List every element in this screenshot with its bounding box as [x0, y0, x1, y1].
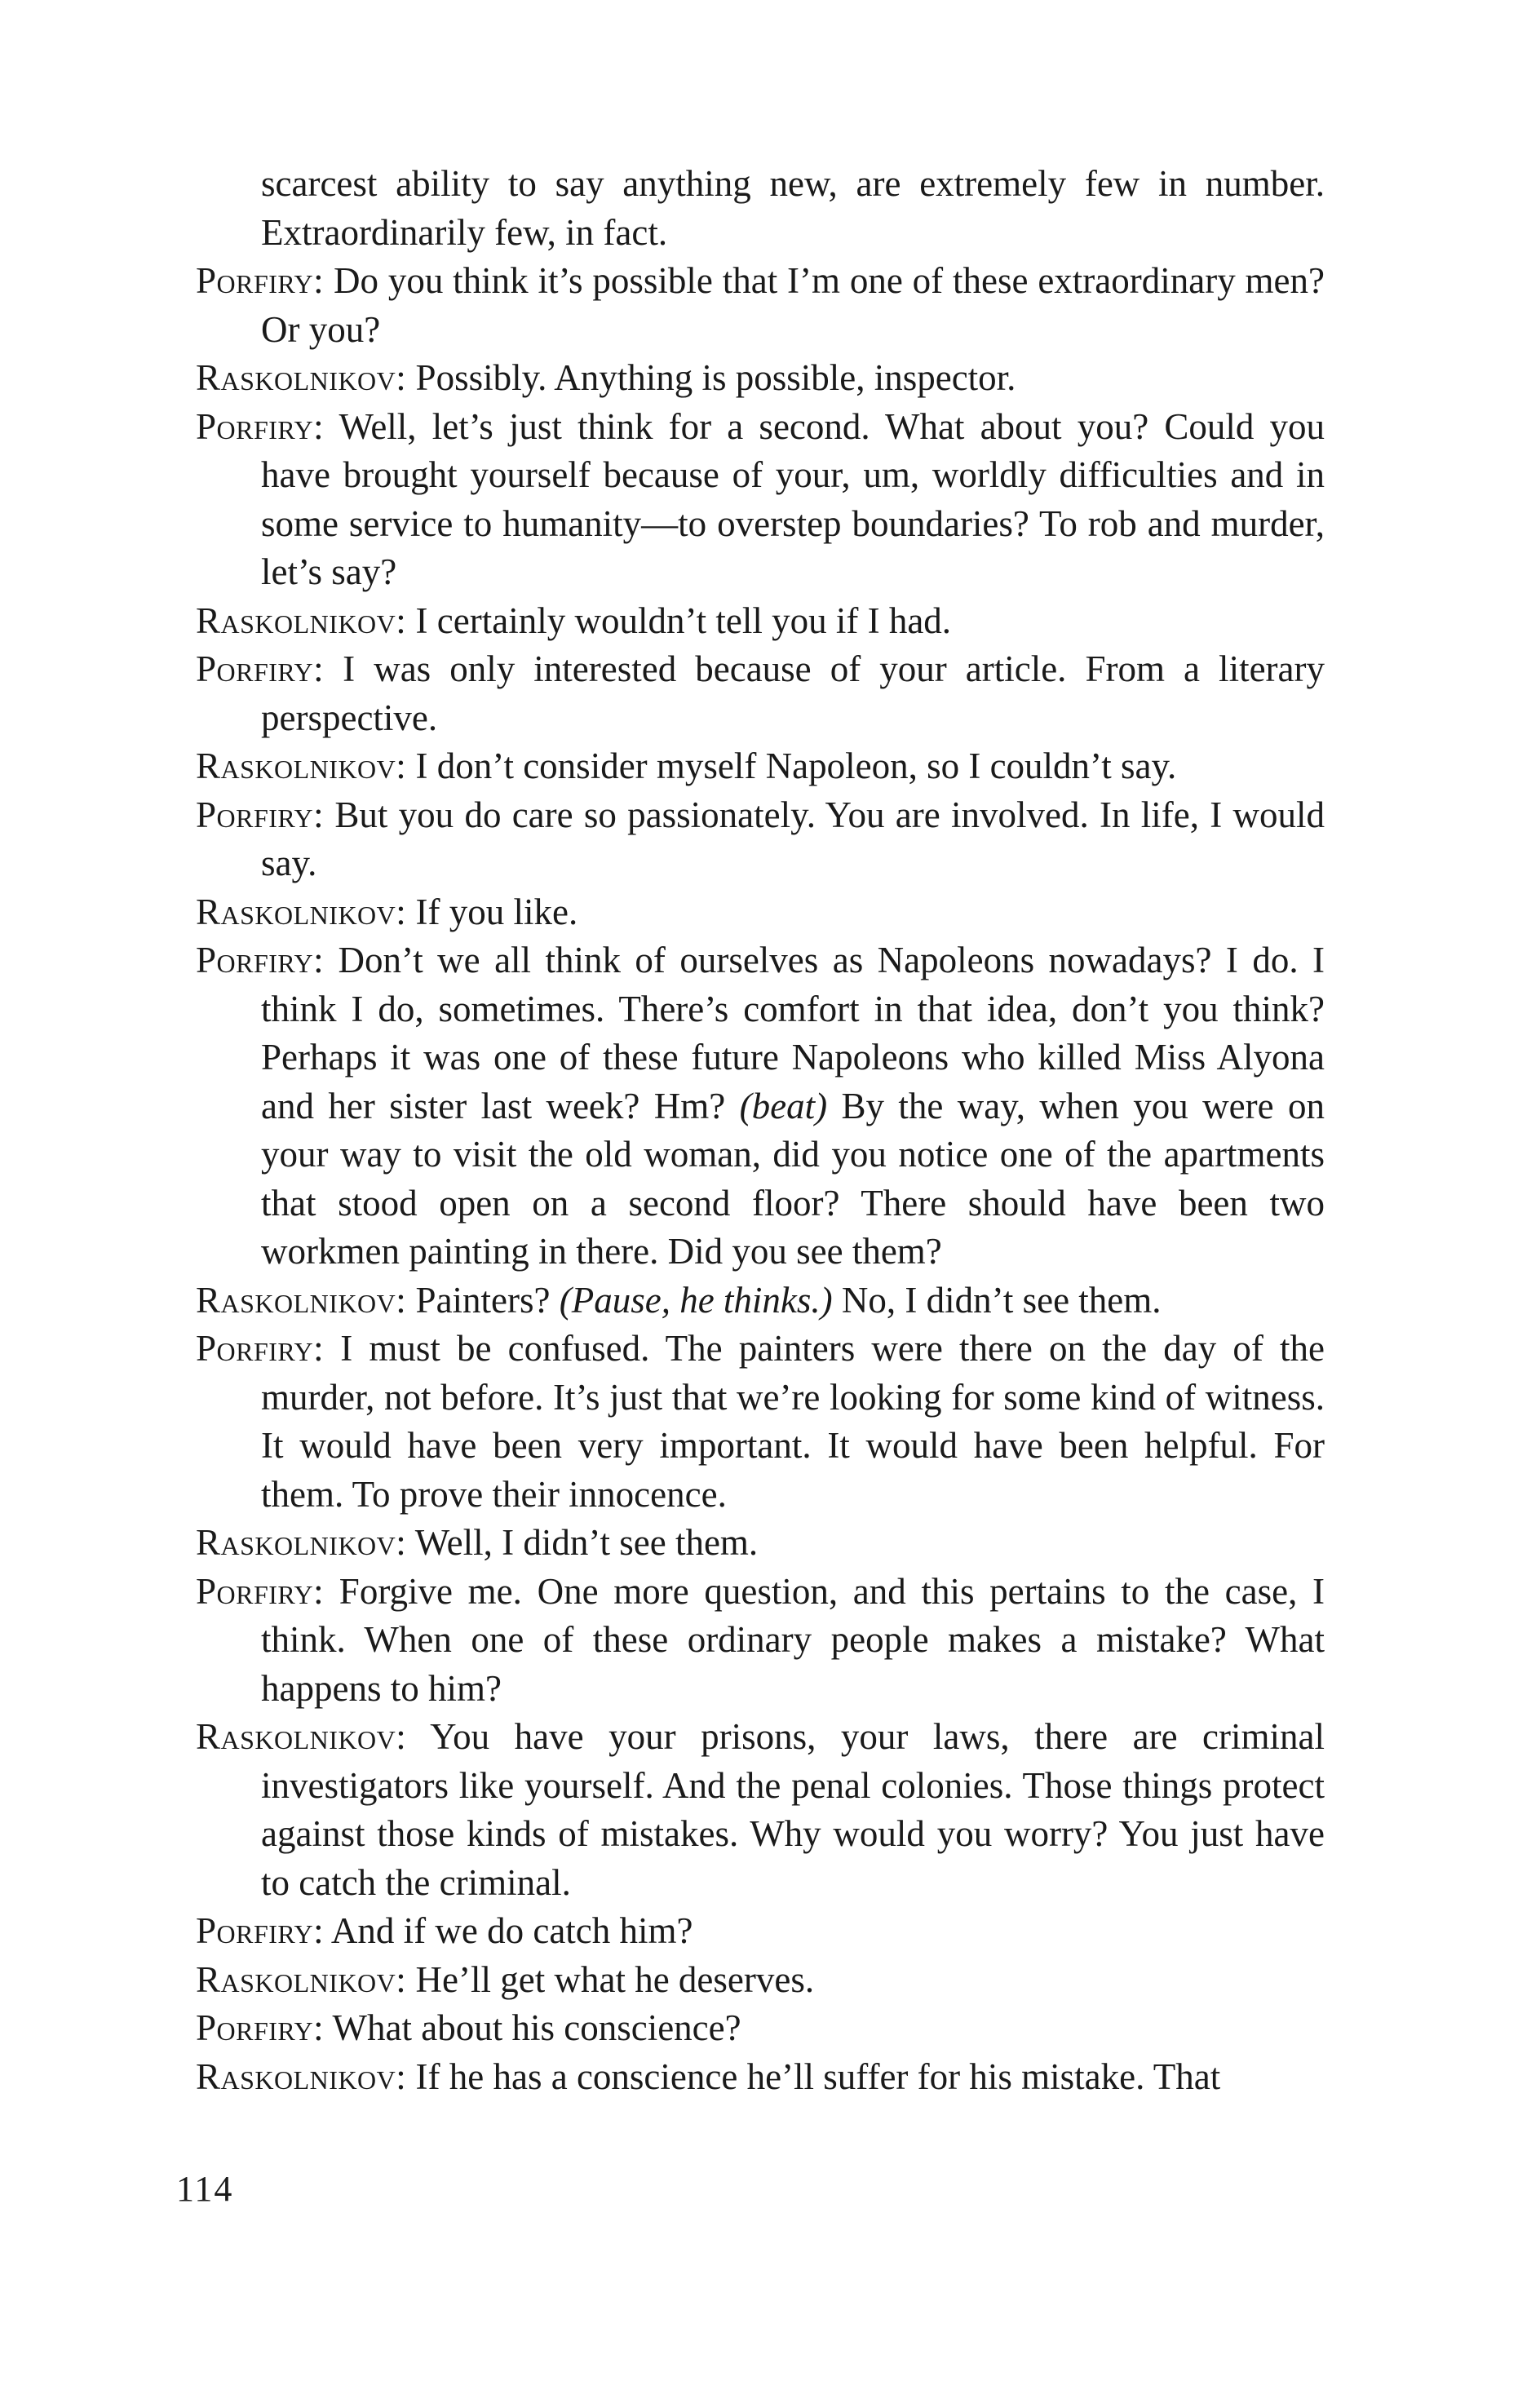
- speech-text: I certainly wouldn’t tell you if I had.: [406, 600, 952, 641]
- speaker-name: Porfiry:: [196, 1570, 325, 1612]
- speech-text: By the way, when you were on your way to visit the old woman, did you notice one of the apartments that stood open on a second floor? There should have been two workmen painting in there. Did you see them?: [261, 1085, 1325, 1272]
- speaker-name: Raskolnikov:: [196, 1716, 407, 1757]
- speech-text: Do you think it’s possible that I’m one of these extraordinary men? Or you?: [261, 260, 1325, 350]
- speech-text: And if we do catch him?: [324, 1910, 693, 1951]
- speech-text: scarcest ability to say anything new, are extremely few in number. Extraordinarily few, in fact.: [261, 163, 1325, 253]
- dialogue-line: [196, 742, 1325, 791]
- continued-speech: [196, 160, 1325, 257]
- speech-text: He’ll get what he deserves.: [406, 1958, 815, 2000]
- speech-text: Possibly. Anything is possible, inspector.: [406, 357, 1016, 398]
- speaker-name: Raskolnikov:: [196, 1958, 407, 2000]
- dialogue-line: [196, 2004, 1325, 2053]
- dialogue-line: [196, 1907, 1325, 1956]
- speaker-name: Raskolnikov:: [196, 2055, 407, 2097]
- dialogue-line: [196, 403, 1325, 597]
- dialogue-line: [196, 1325, 1325, 1519]
- speaker-name: Raskolnikov:: [196, 891, 407, 932]
- speaker-name: Porfiry:: [196, 260, 325, 301]
- dialogue-line: [196, 2053, 1325, 2102]
- speech-text: Well, let’s just think for a second. What about you? Could you have brought yourself because of your, um, worldly difficulties and in some service to humanity—to overstep boundaries? To rob and murder, let’s say?: [261, 405, 1325, 592]
- speech-text: Don’t we all think of ourselves as Napoleons nowadays? I do. I think I do, sometimes. There’s comfort in that idea, don’t you think? Perhaps it was one of these future Napoleons who killed Miss Alyona and her sister last week? Hm?: [261, 940, 1325, 1126]
- speaker-name: Raskolnikov:: [196, 357, 407, 398]
- stage-direction: (Pause, he thinks.): [559, 1279, 833, 1321]
- speaker-name: Porfiry:: [196, 1328, 325, 1369]
- dialogue-line: [196, 1956, 1325, 2005]
- speaker-name: Raskolnikov:: [196, 600, 407, 641]
- speech-text: Forgive me. One more question, and this pertains to the case, I think. When one of these ordinary people makes a mistake? What happens to him?: [261, 1570, 1325, 1709]
- speech-text: I don’t consider myself Napoleon, so I couldn’t say.: [406, 746, 1177, 786]
- speaker-name: Porfiry:: [196, 940, 325, 980]
- stage-direction: (beat): [739, 1085, 828, 1126]
- dialogue-line: [196, 888, 1325, 937]
- speech-text: But you do care so passionately. You are involved. In life, I would say.: [261, 794, 1325, 883]
- speaker-name: Porfiry:: [196, 1910, 325, 1951]
- dialogue-line: [196, 1713, 1325, 1907]
- speech-text: If he has a conscience he’ll suffer for his mistake. That: [406, 2055, 1221, 2097]
- speaker-name: Porfiry:: [196, 2007, 325, 2048]
- dialogue-line: [196, 354, 1325, 403]
- speaker-name: Porfiry:: [196, 794, 325, 835]
- page-number: 114: [176, 2169, 234, 2209]
- speaker-name: Porfiry:: [196, 648, 325, 689]
- dialogue-line: [196, 645, 1325, 742]
- speaker-name: Raskolnikov:: [196, 1279, 407, 1321]
- dialogue-line: [196, 257, 1325, 354]
- dialogue-line: [196, 936, 1325, 1277]
- speech-text: Painters?: [406, 1279, 560, 1321]
- dialogue-line: [196, 791, 1325, 888]
- speech-text: I must be confused. The painters were there on the day of the murder, not before. It’s just that we’re looking for some kind of witness. It would have been very important. It would have been helpful. For them. To prove their innocence.: [261, 1328, 1325, 1515]
- dialogue-line: [196, 597, 1325, 646]
- speech-text: No, I didn’t see them.: [832, 1279, 1162, 1321]
- speech-text: You have your prisons, your laws, there are criminal investigators like yourself. And the penal colonies. Those things protect against those kinds of mistakes. Why would you worry? You just have to catch the criminal.: [261, 1716, 1325, 1903]
- dialogue-line: [196, 1519, 1325, 1568]
- dialogue-line: [196, 1568, 1325, 1714]
- speech-text: If you like.: [406, 891, 578, 932]
- speech-text: What about his conscience?: [324, 2007, 741, 2048]
- speaker-name: Porfiry:: [196, 405, 325, 447]
- speech-text: Well, I didn’t see them.: [406, 1522, 759, 1563]
- speaker-name: Raskolnikov:: [196, 746, 407, 786]
- script-text: [196, 160, 1325, 2101]
- speaker-name: Raskolnikov:: [196, 1522, 407, 1563]
- speech-text: I was only interested because of your article. From a literary perspective.: [261, 648, 1325, 738]
- dialogue-line: [196, 1277, 1325, 1325]
